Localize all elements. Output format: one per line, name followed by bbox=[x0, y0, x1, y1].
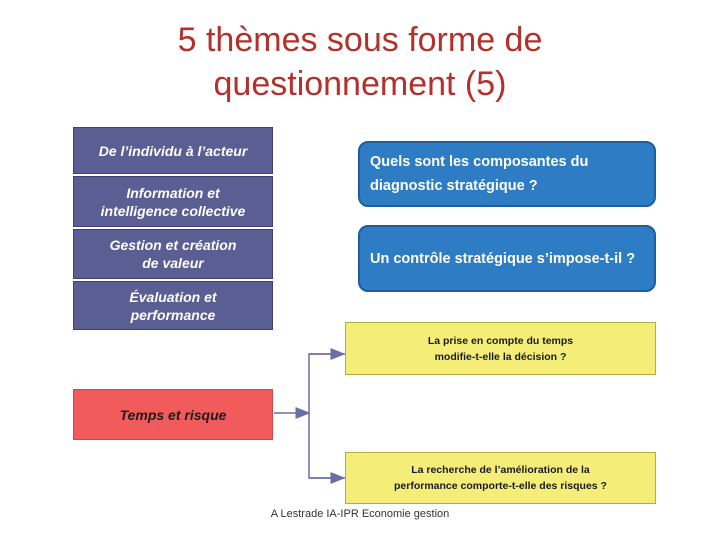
theme-label: Évaluation et performance bbox=[129, 288, 217, 323]
question-line2: performance comporte-t-elle des risques ? bbox=[394, 480, 607, 492]
slide-title-line2: questionnement (5) bbox=[213, 65, 507, 103]
slide-title-line1: 5 thèmes sous forme de bbox=[177, 21, 543, 59]
question-text: Quels sont les composantes du diagnostic stratégique ? bbox=[370, 154, 589, 194]
theme-label: Gestion et création de valeur bbox=[109, 237, 237, 271]
theme-label: Temps et risque bbox=[119, 406, 227, 423]
theme-label: De l’individu à l’acteur bbox=[98, 142, 248, 159]
theme-label: Information et intelligence collective bbox=[100, 184, 246, 219]
branch-line-top bbox=[309, 354, 345, 478]
question-text: Un contrôle stratégique s’impose-t-il ? bbox=[370, 250, 636, 267]
footer-credit: A Lestrade IA-IPR Economie gestion bbox=[270, 508, 450, 520]
question-line1: La prise en compte du temps bbox=[427, 334, 574, 347]
question-line2: modifie-t-elle la décision ? bbox=[434, 350, 567, 363]
question-line1: La recherche de l’amélioration de la bbox=[411, 464, 590, 476]
